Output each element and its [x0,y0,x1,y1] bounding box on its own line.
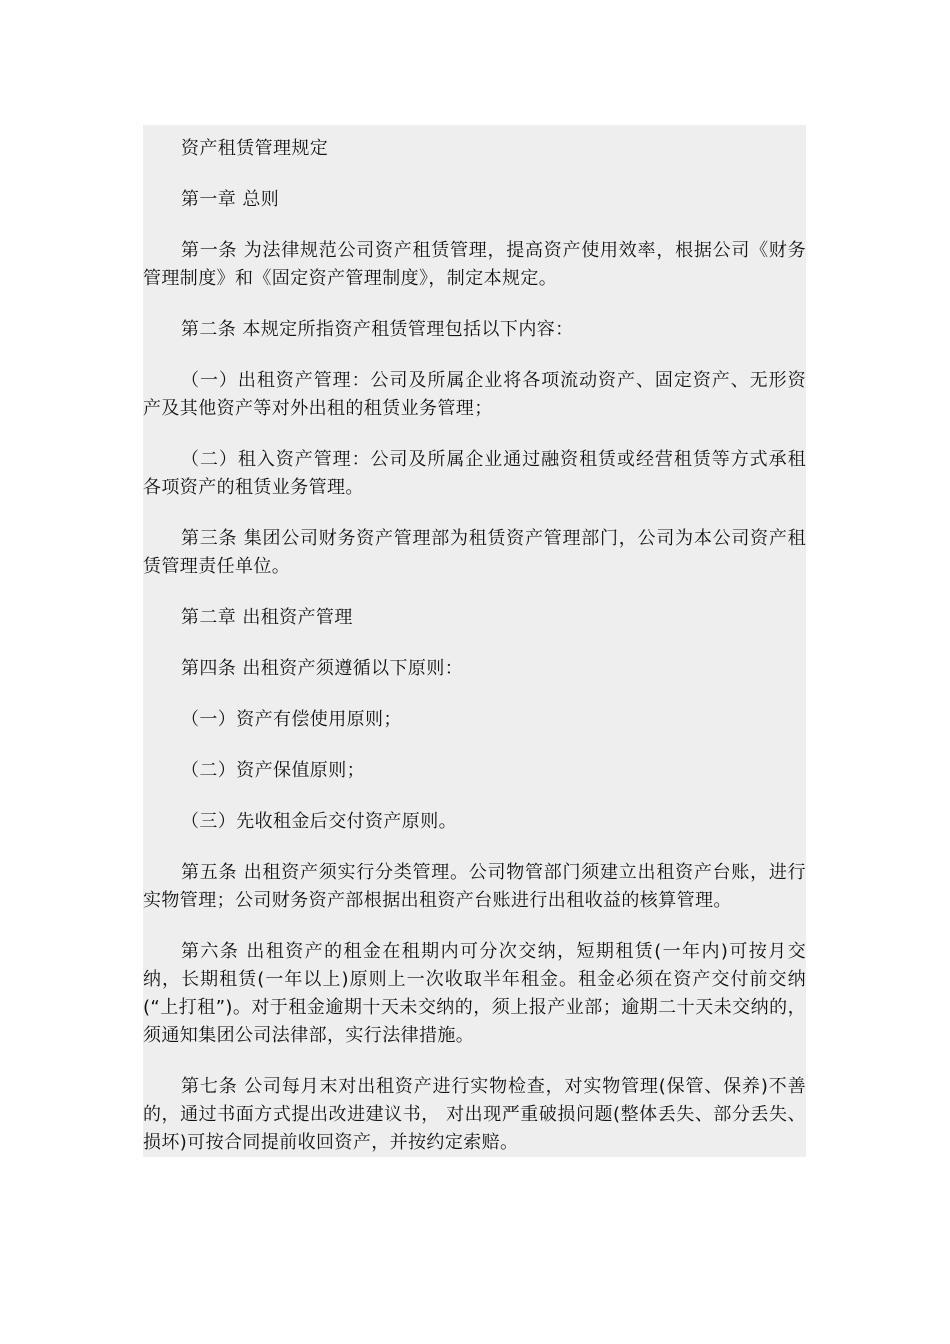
article-7: 第七条 公司每月末对出租资产进行实物检查，对实物管理(保管、保养)不善的，通过书面方式提出改进建议书， 对出现严重破损问题(整体丢失、部分丢失、损坏)可按合同提前收回资产，并按约定索赔。 [143,1076,806,1153]
chapter-heading-1: 第一章 总则 [181,189,280,210]
article-3: 第三条 集团公司财务资产管理部为租赁资产管理部门，公司为本公司资产租赁管理责任单位。 [143,528,806,577]
document-body [143,125,806,1157]
article-2-item-2: （二）租入资产管理：公司及所属企业通过融资租赁或经营租赁等方式承租各项资产的租赁业务管理。 [143,449,806,498]
article-6: 第六条 出租资产的租金在租期内可分次交纳，短期租赁(一年内)可按月交纳，长期租赁(一年以上)原则上一次收取半年租金。租金必须在资产交付前交纳(“上打租”)。对于租金逾期十天未交纳的，须上报产业部；逾期二十天未交纳的，须通知集团公司法律部，实行法律措施。 [143,941,806,1046]
article-4: 第四条 出租资产须遵循以下原则： [181,658,464,679]
article-2: 第二条 本规定所指资产租赁管理包括以下内容： [181,319,574,340]
article-4-item-2: （二）资产保值原则； [181,760,365,781]
top-spacer [143,125,806,135]
document-title: 资产租赁管理规定 [181,138,329,159]
chapter-heading-2: 第二章 出租资产管理 [181,607,353,628]
article-4-item-3: （三）先收租金后交付资产原则。 [181,811,457,832]
article-4-item-1: （一）资产有偿使用原则； [181,709,402,730]
article-2-item-1: （一）出租资产管理：公司及所属企业将各项流动资产、固定资产、无形资产及其他资产等对外出租的租赁业务管理； [143,370,806,419]
article-1: 第一条 为法律规范公司资产租赁管理，提高资产使用效率，根据公司《财务管理制度》和《固定资产管理制度》，制定本规定。 [143,240,806,289]
article-5: 第五条 出租资产须实行分类管理。公司物管部门须建立出租资产台账，进行实物管理；公司财务资产部根据出租资产台账进行出租收益的核算管理。 [143,862,806,911]
